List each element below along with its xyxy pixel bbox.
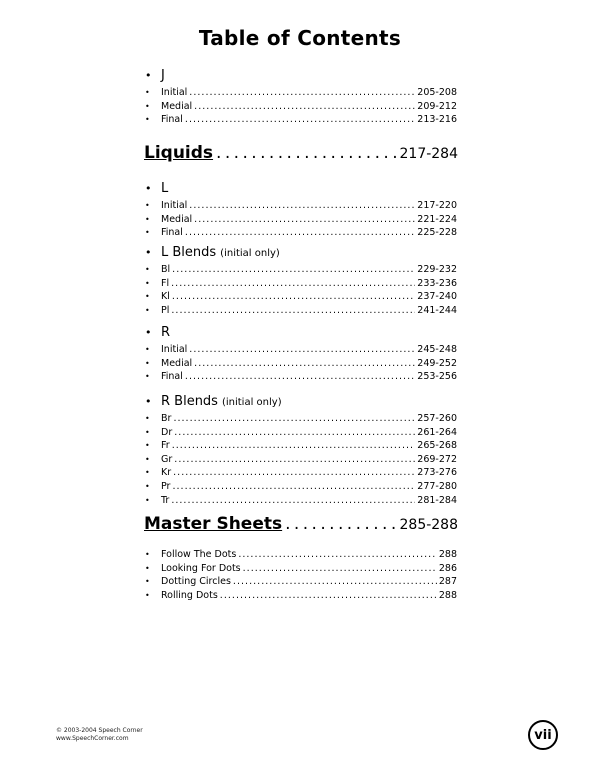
entry-pages: 281-284 bbox=[417, 494, 457, 506]
bullet: • bbox=[145, 454, 150, 464]
toc-entry bbox=[145, 575, 457, 589]
toc-entry bbox=[145, 290, 457, 304]
dot-leader bbox=[220, 589, 437, 603]
toc-entry bbox=[145, 453, 457, 467]
toc-entry bbox=[145, 494, 457, 508]
entry-pages: 273-276 bbox=[417, 467, 457, 479]
entry-label: Medial bbox=[161, 100, 193, 112]
dot-leader bbox=[233, 575, 437, 589]
entry-label: Fl bbox=[161, 277, 170, 289]
group-name: R bbox=[161, 325, 171, 340]
bullet: • bbox=[145, 201, 150, 210]
toc-group-r-blends bbox=[145, 394, 457, 507]
group-note: (initial only) bbox=[221, 397, 282, 408]
bullet: • bbox=[145, 577, 150, 587]
toc-group-j bbox=[145, 68, 457, 127]
entry-label: Dotting Circles bbox=[161, 576, 231, 588]
entry-pages: 245-248 bbox=[417, 344, 457, 355]
toc-entry bbox=[145, 589, 457, 603]
entry-label: Dr bbox=[161, 426, 173, 438]
toc-group-l-blends bbox=[145, 245, 457, 317]
bullet: • bbox=[145, 182, 152, 195]
entry-label: Rolling Dots bbox=[161, 589, 218, 601]
entry-pages: 229-232 bbox=[417, 264, 457, 275]
bullet: • bbox=[145, 358, 150, 368]
bullet: • bbox=[145, 590, 150, 600]
dot-leader bbox=[194, 357, 415, 371]
bullet: • bbox=[145, 395, 152, 408]
dot-leader bbox=[185, 113, 415, 127]
entry-label: Follow The Dots bbox=[161, 549, 237, 560]
dot-leader bbox=[216, 143, 396, 163]
entry-pages: 241-244 bbox=[417, 304, 457, 316]
dot-leader bbox=[171, 304, 415, 318]
bullet: • bbox=[145, 69, 152, 82]
toc-entry bbox=[145, 466, 457, 480]
entry-pages: 286 bbox=[438, 562, 457, 574]
section-title: Liquids bbox=[144, 143, 214, 163]
entry-label: Pl bbox=[161, 304, 170, 316]
dot-leader bbox=[172, 439, 416, 453]
entry-pages: 221-224 bbox=[417, 213, 457, 225]
entry-pages: 209-212 bbox=[417, 100, 457, 112]
group-heading bbox=[145, 394, 457, 412]
page-title: Table of Contents bbox=[198, 26, 402, 50]
dot-leader bbox=[285, 514, 396, 534]
entry-pages: 205-208 bbox=[417, 87, 457, 98]
dot-leader bbox=[174, 453, 415, 467]
dot-leader bbox=[173, 466, 415, 480]
dot-leader bbox=[172, 263, 415, 277]
bullet: • bbox=[145, 481, 150, 491]
bullet: • bbox=[145, 441, 150, 451]
dot-leader bbox=[238, 548, 437, 562]
toc-group-r bbox=[145, 325, 457, 384]
bullet: • bbox=[145, 246, 152, 259]
entry-pages: 237-240 bbox=[417, 291, 457, 303]
group-name: J bbox=[161, 68, 165, 83]
bullet: • bbox=[145, 88, 150, 97]
entry-pages: 269-272 bbox=[417, 453, 457, 465]
section-master-sheets bbox=[144, 514, 458, 534]
toc-entry bbox=[145, 548, 457, 562]
group-name: L Blends bbox=[161, 245, 217, 260]
entry-label: Pr bbox=[161, 480, 171, 492]
entry-pages: 287 bbox=[438, 576, 457, 588]
bullet: • bbox=[145, 414, 150, 423]
dot-leader bbox=[173, 412, 415, 426]
page-number: vii bbox=[528, 720, 558, 750]
toc-entry bbox=[145, 226, 457, 240]
entry-label: Initial bbox=[161, 200, 188, 211]
dot-leader bbox=[171, 494, 415, 508]
bullet: • bbox=[145, 292, 150, 302]
bullet: • bbox=[145, 372, 150, 382]
toc-entry bbox=[145, 370, 457, 384]
bullet: • bbox=[145, 563, 150, 573]
bullet: • bbox=[145, 228, 150, 238]
toc-entry bbox=[145, 480, 457, 494]
section-pages: 217-284 bbox=[399, 146, 458, 162]
dot-leader bbox=[243, 562, 437, 576]
dot-leader bbox=[189, 86, 415, 100]
footer bbox=[56, 727, 143, 743]
bullet: • bbox=[145, 550, 150, 559]
bullet: • bbox=[145, 265, 150, 274]
toc-entry bbox=[145, 100, 457, 114]
group-name: L bbox=[161, 181, 169, 196]
entry-pages: 253-256 bbox=[417, 371, 457, 383]
toc-entry bbox=[145, 86, 457, 100]
dot-leader bbox=[172, 290, 415, 304]
entry-pages: 257-260 bbox=[417, 413, 457, 424]
entry-label: Tr bbox=[161, 494, 170, 506]
entry-pages: 288 bbox=[438, 589, 457, 601]
toc-entry bbox=[145, 277, 457, 291]
dot-leader bbox=[189, 343, 415, 357]
dot-leader bbox=[194, 100, 415, 114]
entry-pages: 261-264 bbox=[417, 426, 457, 438]
group-name: R Blends bbox=[161, 394, 218, 409]
section-liquids bbox=[144, 143, 458, 163]
entry-label: Looking For Dots bbox=[161, 562, 241, 574]
group-heading bbox=[145, 68, 457, 86]
bullet: • bbox=[145, 305, 150, 315]
entry-pages: 288 bbox=[438, 549, 457, 560]
entry-pages: 249-252 bbox=[417, 357, 457, 369]
bullet: • bbox=[145, 468, 150, 478]
group-heading bbox=[145, 245, 457, 263]
copyright-text: © 2003-2004 Speech Corner bbox=[56, 727, 143, 734]
toc-group-master bbox=[145, 548, 457, 602]
entry-pages: 265-268 bbox=[417, 440, 457, 452]
toc-entry bbox=[145, 357, 457, 371]
group-heading bbox=[145, 181, 457, 199]
entry-label: Medial bbox=[161, 357, 193, 369]
group-heading bbox=[145, 325, 457, 343]
bullet: • bbox=[145, 115, 150, 125]
dot-leader bbox=[185, 226, 415, 240]
bullet: • bbox=[145, 326, 152, 339]
toc-entry bbox=[145, 199, 457, 213]
entry-label: Kr bbox=[161, 467, 172, 479]
toc-entry bbox=[145, 304, 457, 318]
bullet: • bbox=[145, 214, 150, 224]
toc-entry bbox=[145, 263, 457, 277]
entry-pages: 217-220 bbox=[417, 200, 457, 211]
dot-leader bbox=[189, 199, 415, 213]
entry-label: Gr bbox=[161, 453, 173, 465]
group-note: (initial only) bbox=[220, 248, 280, 259]
entry-label: Final bbox=[161, 114, 183, 126]
toc-group-l bbox=[145, 181, 457, 240]
entry-label: Br bbox=[161, 413, 172, 424]
entry-label: Medial bbox=[161, 213, 193, 225]
toc-entry bbox=[145, 343, 457, 357]
section-title: Master Sheets bbox=[144, 514, 283, 534]
dot-leader bbox=[174, 426, 415, 440]
toc-entry bbox=[145, 426, 457, 440]
dot-leader bbox=[194, 213, 415, 227]
entry-label: Initial bbox=[161, 87, 188, 98]
toc-entry bbox=[145, 412, 457, 426]
toc-entry bbox=[145, 113, 457, 127]
toc-entry bbox=[145, 439, 457, 453]
entry-label: Initial bbox=[161, 344, 188, 355]
entry-label: Final bbox=[161, 371, 183, 383]
entry-pages: 213-216 bbox=[417, 114, 457, 126]
bullet: • bbox=[145, 427, 150, 437]
entry-label: Kl bbox=[161, 291, 170, 303]
dot-leader bbox=[185, 370, 415, 384]
dot-leader bbox=[171, 277, 415, 291]
section-pages: 285-288 bbox=[399, 517, 458, 533]
bullet: • bbox=[145, 495, 150, 505]
toc-entry bbox=[145, 213, 457, 227]
entry-label: Bl bbox=[161, 264, 171, 275]
bullet: • bbox=[145, 345, 150, 354]
bullet: • bbox=[145, 278, 150, 288]
entry-label: Final bbox=[161, 227, 183, 239]
toc-entry bbox=[145, 562, 457, 576]
entry-pages: 233-236 bbox=[417, 277, 457, 289]
website-text: www.SpeechCorner.com bbox=[56, 735, 129, 742]
entry-label: Fr bbox=[161, 440, 170, 452]
entry-pages: 225-228 bbox=[417, 227, 457, 239]
bullet: • bbox=[145, 101, 150, 111]
entry-pages: 277-280 bbox=[417, 480, 457, 492]
dot-leader bbox=[172, 480, 415, 494]
